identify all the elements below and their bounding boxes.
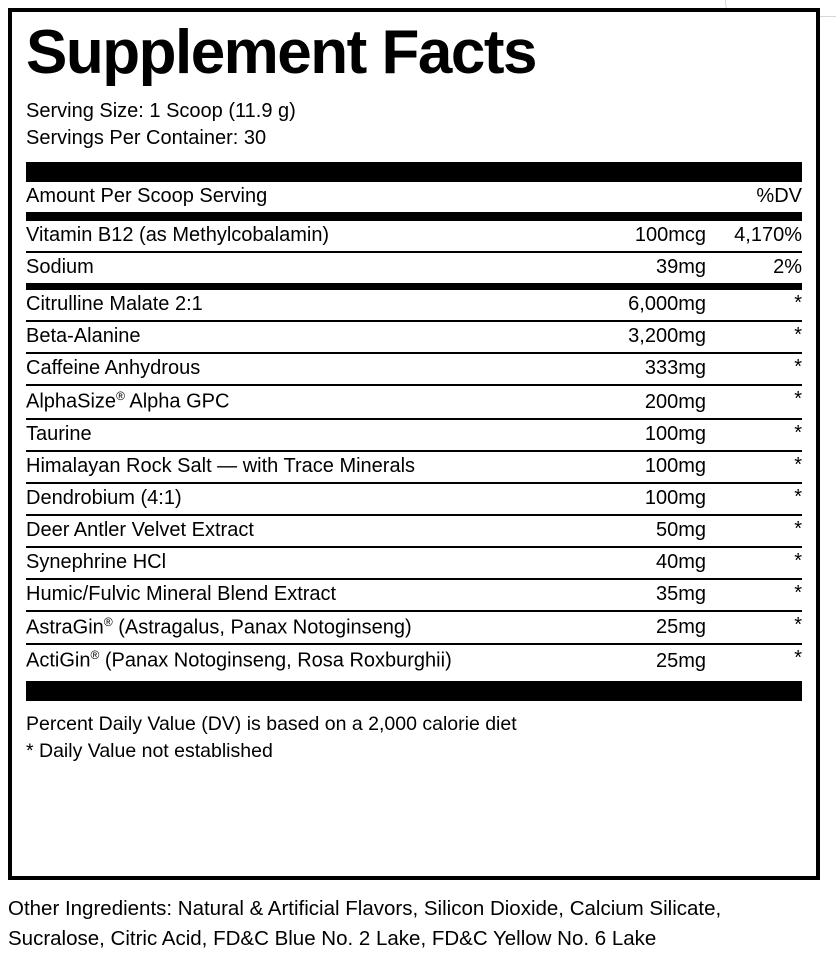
- supplement-facts-panel: [8, 8, 820, 880]
- table-row: [26, 644, 802, 677]
- table-row: [26, 579, 802, 611]
- nutrient-amount: 39mg: [655, 256, 706, 278]
- nutrient-amount: 333mg: [601, 353, 706, 385]
- table-row: [26, 290, 802, 321]
- nutrient-dv: *: [706, 385, 802, 419]
- footnotes: [26, 711, 802, 765]
- nutrient-name: AstraGin® (Astragalus, Panax Notoginseng): [26, 611, 601, 645]
- nutrient-name: Beta-Alanine: [26, 321, 601, 353]
- table-row: [26, 419, 802, 451]
- nutrient-amount: 100mg: [601, 451, 706, 483]
- nutrient-name: Deer Antler Velvet Extract: [26, 515, 601, 547]
- nutrient-rows-group-2: [26, 290, 802, 677]
- nutrient-amount: 100mg: [601, 483, 706, 515]
- nutrient-name: Himalayan Rock Salt — with Trace Minerals: [26, 451, 601, 483]
- nutrient-name: Vitamin B12 (as Methylcobalamin): [26, 221, 577, 252]
- nutrient-name: Synephrine HCl: [26, 547, 601, 579]
- nutrient-rows-group-1: [26, 221, 802, 283]
- nutrient-dv: *: [706, 321, 802, 353]
- table-row: [26, 483, 802, 515]
- servings-per-container-text: Servings Per Container: 30: [26, 127, 267, 149]
- table-header-row: [26, 182, 802, 213]
- table-row: [26, 547, 802, 579]
- divider-medium-mid: [26, 283, 802, 290]
- table-row: [26, 515, 802, 547]
- nutrient-amount: 25mg: [601, 611, 706, 645]
- divider-thick-bottom: [26, 681, 802, 701]
- nutrient-dv: *: [706, 611, 802, 645]
- table-row: [26, 252, 802, 283]
- nutrient-dv: *: [706, 515, 802, 547]
- amount-per-serving-header: Amount Per Scoop Serving: [26, 182, 706, 213]
- nutrient-name: ActiGin® (Panax Notoginseng, Rosa Roxburghii): [26, 648, 452, 672]
- other-ingredients-line-2: Sucralose, Citric Acid, FD&C Blue No. 2 Lake, FD&C Yellow No. 6 Lake: [8, 926, 657, 950]
- divider-thick-top: [26, 162, 802, 182]
- nutrient-name: Humic/Fulvic Mineral Blend Extract: [26, 579, 601, 611]
- nutrient-dv: *: [794, 647, 802, 670]
- nutrient-name: AlphaSize® Alpha GPC: [26, 385, 601, 419]
- nutrient-dv: *: [706, 290, 802, 321]
- serving-size-text: Serving Size: 1 Scoop (11.9 g): [26, 100, 296, 122]
- nutrient-amount: 100mg: [601, 419, 706, 451]
- nutrient-dv: *: [706, 547, 802, 579]
- serving-info: [26, 98, 802, 152]
- other-ingredients-line-1: Other Ingredients: Natural & Artificial Flavors, Silicon Dioxide, Calcium Silicate,: [8, 897, 722, 920]
- table-row: [26, 385, 802, 419]
- nutrient-amount: 200mg: [601, 385, 706, 419]
- nutrient-name: Sodium: [26, 256, 94, 278]
- nutrient-amount: 50mg: [601, 515, 706, 547]
- nutrient-dv: *: [706, 419, 802, 451]
- nutrient-dv: *: [706, 483, 802, 515]
- nutrient-amount: 35mg: [601, 579, 706, 611]
- nutrient-amount: 40mg: [601, 547, 706, 579]
- nutrient-amount: 3,200mg: [601, 321, 706, 353]
- nutrient-dv: 2%: [773, 256, 802, 278]
- table-row: [26, 611, 802, 645]
- table-row: [26, 321, 802, 353]
- nutrient-amount: 6,000mg: [601, 290, 706, 321]
- nutrient-dv: 4,170%: [706, 221, 802, 252]
- page-title: Supplement Facts: [26, 18, 536, 87]
- dv-header: %DV: [706, 182, 802, 213]
- nutrient-name: Citrulline Malate 2:1: [26, 290, 601, 321]
- nutrient-name: Dendrobium (4:1): [26, 483, 601, 515]
- table-row: [26, 221, 802, 252]
- footnote-star: * Daily Value not established: [26, 739, 273, 762]
- nutrient-amount: 100mcg: [577, 221, 706, 252]
- nutrient-dv: *: [706, 353, 802, 385]
- footnote-daily-value: Percent Daily Value (DV) is based on a 2,000 calorie diet: [26, 712, 517, 735]
- nutrient-dv: *: [706, 579, 802, 611]
- nutrient-amount: 25mg: [655, 649, 706, 672]
- nutrient-dv: *: [706, 451, 802, 483]
- divider-medium-under-header: [26, 214, 802, 221]
- nutrition-table: [26, 182, 802, 214]
- other-ingredients: [8, 894, 828, 953]
- table-row: [26, 451, 802, 483]
- nutrient-name: Caffeine Anhydrous: [26, 353, 601, 385]
- nutrient-name: Taurine: [26, 419, 601, 451]
- table-row: [26, 353, 802, 385]
